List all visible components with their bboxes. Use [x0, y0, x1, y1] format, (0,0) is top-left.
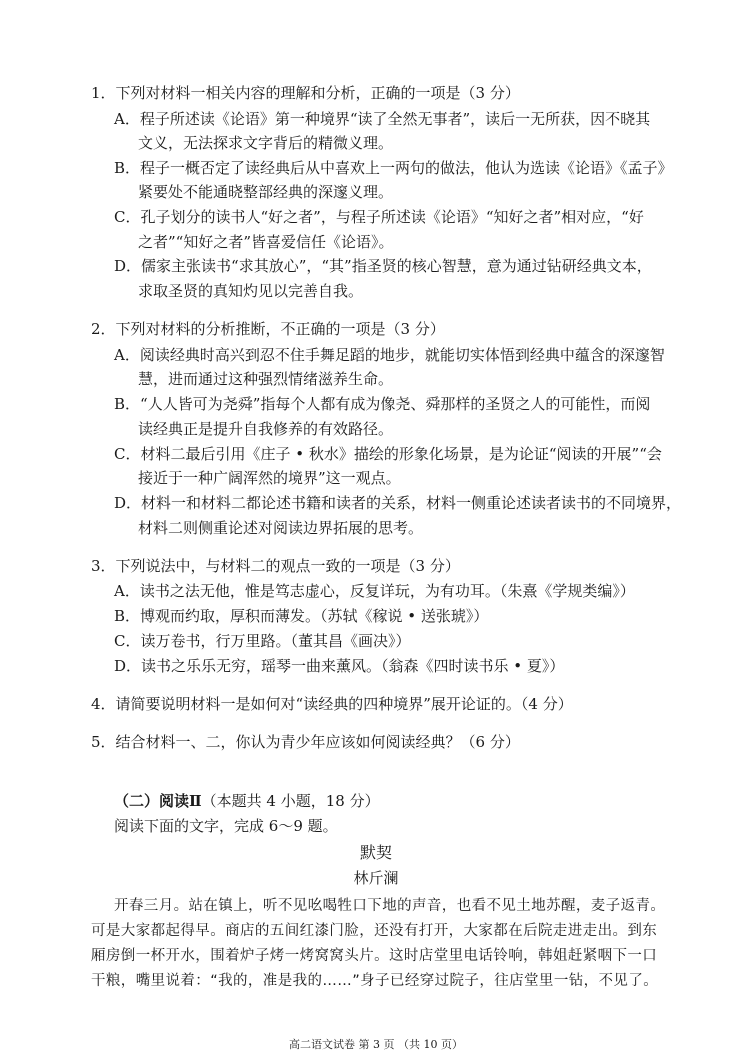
question-1-option-b-cont: 紧要处不能通晓整部经典的深邃义理。 [138, 183, 394, 201]
question-5-stem: 5．结合材料一、二，你认为青少年应该如何阅读经典？（6 分） [91, 733, 520, 751]
question-2-option-d-cont: 材料二则侧重论述对阅读边界拓展的思考。 [138, 519, 424, 537]
section-instruction: 阅读下面的文字，完成 6～9 题。 [114, 817, 338, 835]
question-1-option-d-cont: 求取圣贤的真知灼见以完善自我。 [138, 282, 364, 300]
story-paragraph-line-3: 厢房倒一杯开水，围着炉子烤一烤窝窝头片。这时店堂里电话铃响，韩姐赶紧咽下一口 [91, 948, 658, 964]
question-3-option-a: A．读书之法无他，惟是笃志虚心，反复详玩，为有功耳。（朱熹《学规类编》） [114, 582, 635, 600]
story-paragraph-line-4: 干粮，嘴里说着：“我的，准是我的……”身子已经穿过院子，往店堂里一钻，不见了。 [91, 973, 659, 989]
question-3-option-b: B．博观而约取，厚积而薄发。（苏轼《稼说 • 送张琥》） [114, 607, 489, 625]
question-3-option-d: D．读书之乐乐无穷，瑶琴一曲来薰风。（翁森《四时读书乐 • 夏》） [114, 657, 565, 675]
page-footer: 高二语文试卷 第 3 页 （共 10 页） [289, 1038, 463, 1051]
question-1-option-a: A．程子所述读《论语》第一种境界“读了全然无事者”，读后一无所获，因不晓其 [114, 110, 651, 128]
section-heading [114, 792, 380, 810]
question-1-option-b: B．程子一概否定了读经典后从中喜欢上一两句的做法，他认为选读《论语》《孟子》 [114, 159, 673, 177]
question-2-option-c: C．材料二最后引用《庄子 • 秋水》描绘的形象化场景，是为论证“阅读的开展”“会 [114, 445, 662, 463]
question-2-option-a-cont: 慧，进而通过这种强烈情绪滋养生命。 [138, 370, 394, 388]
question-1-stem: 1．下列对材料一相关内容的理解和分析，正确的一项是（3 分） [91, 84, 520, 102]
question-1-option-c-cont: 之者”“知好之者”皆喜爱信任《论语》。 [138, 233, 394, 251]
question-2-stem: 2．下列对材料的分析推断，不正确的一项是（3 分） [91, 320, 445, 338]
story-paragraph-line-1: 开春三月。站在镇上，听不见吆喝牲口下地的声音，也看不见土地苏醒，麦子返青。 [114, 898, 666, 914]
question-3-option-c: C．读万卷书，行万里路。（董其昌《画决》） [114, 632, 411, 650]
question-2-option-b: B．“人人皆可为尧舜”指每个人都有成为像尧、舜那样的圣贤之人的可能性，而阅 [114, 395, 651, 413]
story-author: 林斤澜 [353, 869, 399, 887]
question-1-option-a-cont: 文义，无法探求文字背后的精微义理。 [138, 134, 394, 152]
story-paragraph-line-2: 可是大家都起得早。商店的五间红漆门脸，还没有打开，大家都在后院走进走出。到东 [91, 923, 658, 939]
story-title: 默契 [359, 843, 392, 862]
question-1-option-c: C．孔子划分的读书人“好之者”，与程子所述读《论语》“知好之者”相对应，“好 [114, 208, 644, 226]
section-heading-detail: （本题共 4 小题，18 分） [201, 792, 380, 810]
question-2-option-d: D．材料一和材料二都论述书籍和读者的关系，材料一侧重论述读者读书的不同境界， [114, 494, 682, 512]
question-1-option-d: D．儒家主张读书“求其放心”，“其”指圣贤的核心智慧，意为通过钻研经典文本， [114, 257, 652, 275]
question-4-stem: 4．请简要说明材料一是如何对“读经典的四种境界”展开论证的。（4 分） [91, 695, 573, 713]
question-2-option-a: A．阅读经典时高兴到忍不住手舞足蹈的地步，就能切实体悟到经典中蕴含的深邃智 [114, 346, 665, 364]
question-2-option-c-cont: 接近于一种广阔浑然的境界”这一观点。 [138, 469, 401, 487]
question-2-option-b-cont: 读经典正是提升自我修养的有效路径。 [138, 420, 394, 438]
question-3-stem: 3．下列说法中，与材料二的观点一致的一项是（3 分） [91, 557, 460, 575]
section-heading-label: （二）阅读Ⅱ [114, 792, 202, 810]
